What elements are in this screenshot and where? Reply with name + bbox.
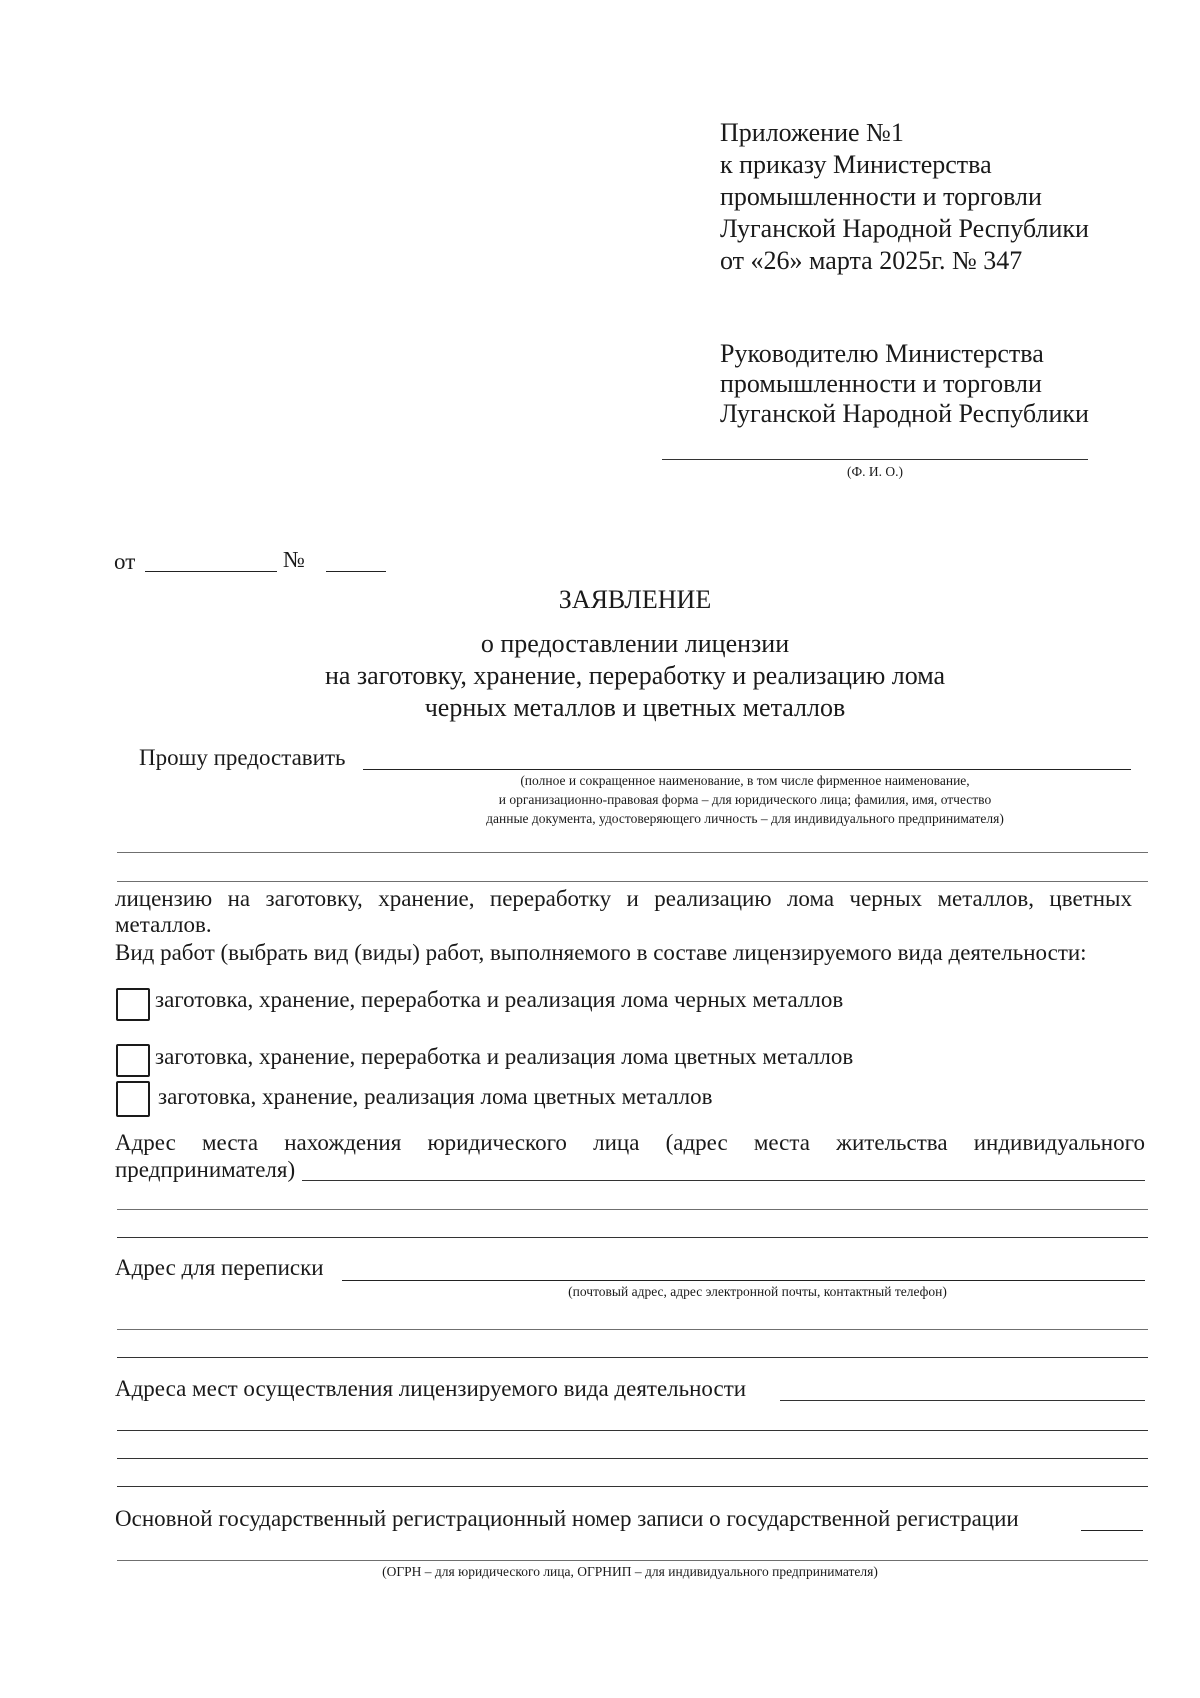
applicant-extra-line-1[interactable]: [117, 852, 1148, 853]
title-subline-3: черных металлов и цветных металлов: [424, 693, 846, 722]
applicant-name-field[interactable]: [363, 769, 1131, 770]
correspondence-field[interactable]: [342, 1280, 1145, 1281]
activity-places-line-4[interactable]: [117, 1486, 1148, 1487]
activity-places-line-2[interactable]: [117, 1430, 1148, 1431]
fio-hint: (Ф. И. О.): [846, 464, 904, 479]
work-types-intro: Вид работ (выбрать вид (виды) работ, выполняемого в составе лицензируемого вида деятельности:: [115, 940, 1087, 965]
license-text-line-1: лицензию на заготовку, хранение, переработку и реализацию лома черных металлов, цветных: [115, 886, 1132, 911]
legal-address-word: нахождения: [284, 1130, 402, 1155]
ogrn-line-2[interactable]: [117, 1560, 1148, 1561]
license-text-line-2: металлов.: [115, 912, 212, 937]
number-label: №: [283, 547, 305, 572]
from-label: от: [114, 549, 136, 574]
activity-places-field[interactable]: [780, 1400, 1145, 1401]
request-label: Прошу предоставить: [139, 745, 346, 770]
legal-address-field[interactable]: [302, 1180, 1145, 1181]
ogrn-hint: (ОГРН – для юридического лица, ОГРНИП – для индивидуального предпринимателя): [382, 1564, 878, 1579]
number-field[interactable]: [326, 571, 386, 572]
legal-address-word: лица: [593, 1130, 640, 1155]
ogrn-field[interactable]: [1081, 1530, 1143, 1531]
appendix-order-ref: к приказу Министерства: [720, 150, 992, 179]
work-type-checkbox-ferrous[interactable]: [116, 988, 150, 1021]
legal-address-line-2[interactable]: [117, 1209, 1148, 1210]
legal-address-word: Адрес: [115, 1130, 176, 1155]
appendix-republic-line: Луганской Народной Республики: [720, 214, 1089, 243]
activity-places-line-3[interactable]: [117, 1458, 1148, 1459]
fio-field[interactable]: [662, 459, 1088, 460]
appendix-date-number: от «26» марта 2025г. № 347: [720, 246, 1023, 275]
legal-address-label-line-1: [115, 1129, 1145, 1157]
work-type-label-ferrous: заготовка, хранение, переработка и реализация лома черных металлов: [155, 987, 844, 1012]
addressee-line-1: Руководителю Министерства: [720, 339, 1044, 368]
work-type-label-nonferrous-full: заготовка, хранение, переработка и реализация лома цветных металлов: [155, 1044, 854, 1069]
title-subline-2: на заготовку, хранение, переработку и реализацию лома: [324, 661, 946, 690]
activity-places-label: Адреса мест осуществления лицензируемого вида деятельности: [115, 1376, 747, 1401]
ogrn-label: Основной государственный регистрационный номер записи о государственной регистрации: [115, 1506, 1019, 1531]
work-type-label-nonferrous-partial: заготовка, хранение, реализация лома цветных металлов: [158, 1084, 713, 1109]
legal-address-word: юридического: [427, 1130, 567, 1155]
legal-address-label-line-2: предпринимателя): [115, 1157, 296, 1182]
correspondence-line-3[interactable]: [117, 1357, 1148, 1358]
work-type-checkbox-nonferrous-partial[interactable]: [116, 1081, 150, 1117]
applicant-extra-line-2[interactable]: [117, 881, 1148, 882]
legal-address-word: места: [201, 1130, 259, 1155]
legal-address-word: жительства: [836, 1130, 948, 1155]
addressee-line-2: промышленности и торговли: [720, 369, 1042, 398]
addressee-line-3: Луганской Народной Республики: [720, 399, 1089, 428]
correspondence-label: Адрес для переписки: [115, 1255, 324, 1280]
applicant-hint-1: (полное и сокращенное наименование, в том числе фирменное наименование,: [520, 773, 970, 788]
appendix-title: Приложение №1: [720, 118, 904, 147]
appendix-ministry-line: промышленности и торговли: [720, 182, 1042, 211]
correspondence-line-2[interactable]: [117, 1329, 1148, 1330]
legal-address-word: индивидуального: [973, 1130, 1145, 1155]
work-type-checkbox-nonferrous-full[interactable]: [116, 1044, 150, 1077]
title-heading: ЗАЯВЛЕНИЕ: [558, 585, 712, 614]
legal-address-word: (адрес: [665, 1130, 728, 1155]
date-field[interactable]: [145, 571, 277, 572]
legal-address-line-3[interactable]: [117, 1237, 1148, 1238]
correspondence-hint: (почтовый адрес, адрес электронной почты, контактный телефон): [568, 1284, 947, 1299]
legal-address-word: места: [753, 1130, 810, 1155]
applicant-hint-3: данные документа, удостоверяющего личность – для индивидуального предпринимателя): [486, 811, 1004, 826]
applicant-hint-2: и организационно-правовая форма – для юридического лица; фамилия, имя, отчество: [498, 792, 992, 807]
title-subline-1: о предоставлении лицензии: [480, 629, 790, 658]
